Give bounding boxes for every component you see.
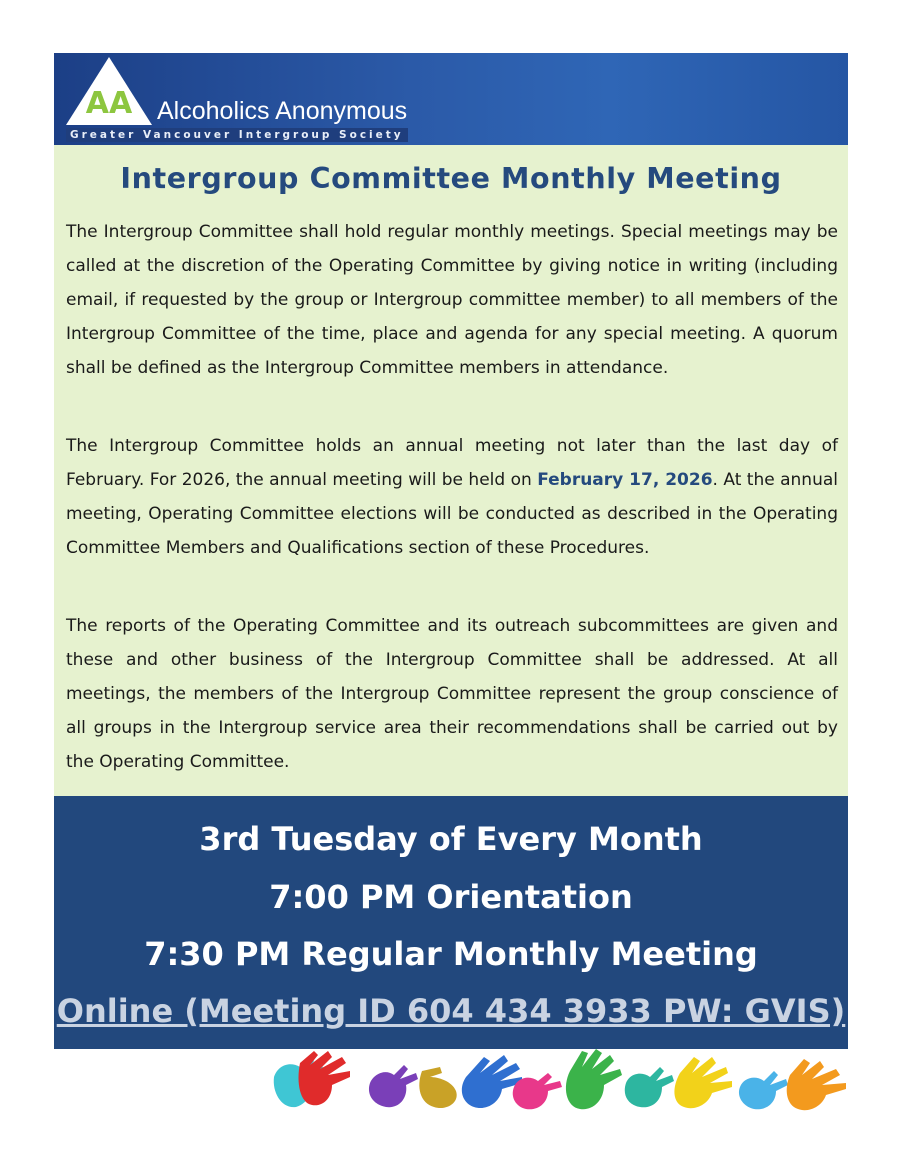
org-name: Alcoholics Anonymous xyxy=(157,97,408,125)
annual-meeting-date: February 17, 2026 xyxy=(537,470,713,490)
header-banner xyxy=(54,53,848,145)
online-meeting-link[interactable]: Online (Meeting ID 604 434 3933 PW: GVIS) xyxy=(56,992,846,1030)
paragraph-meetings-text: The Intergroup Committee shall hold regular monthly meetings. Special meetings may be called at the discretion of the Operating Committee by giving notice in writing (including email, if requested by the group or Intergroup committee member) to all members of the Intergroup Committee of the time, place and agenda for any special meeting. A quorum shall be defined as the Intergroup Committee members in attendance. xyxy=(66,222,838,378)
colorful-hands-decoration-icon xyxy=(270,1047,848,1113)
paragraph-annual-text-after: . At the annual meeting, Operating Committee elections will be conducted as described in the Operating Committee Members and Qualifications section of these Procedures. xyxy=(66,470,838,558)
org-subtitle: Greater Vancouver Intergroup Society xyxy=(66,128,408,142)
flyer-page xyxy=(54,53,848,1113)
main-content xyxy=(54,145,848,796)
page-title: Intergroup Committee Monthly Meeting xyxy=(120,162,782,195)
paragraph-annual-text-before: The Intergroup Committee holds an annual meeting not later than the last day of February. For 2026, the annual meeting will be held on xyxy=(66,436,838,490)
paragraph-reports xyxy=(66,609,838,779)
schedule-banner xyxy=(54,796,848,1049)
schedule-orientation: 7:00 PM Orientation xyxy=(269,878,633,916)
schedule-day: 3rd Tuesday of Every Month xyxy=(199,820,703,858)
aa-triangle-logo-icon xyxy=(64,55,154,135)
paragraph-annual-meeting xyxy=(66,429,838,565)
logo-mark-text: AA xyxy=(85,86,133,121)
schedule-regular-meeting: 7:30 PM Regular Monthly Meeting xyxy=(144,935,758,973)
paragraph-meetings xyxy=(66,215,838,385)
paragraph-reports-text: The reports of the Operating Committee and its outreach subcommittees are given and these and other business of the Intergroup Committee shall be addressed. At all meetings, the members of the Intergroup Committee represent the group conscience of all groups in the Intergroup service area their recommendations shall be carried out by the Operating Committee. xyxy=(66,616,838,772)
